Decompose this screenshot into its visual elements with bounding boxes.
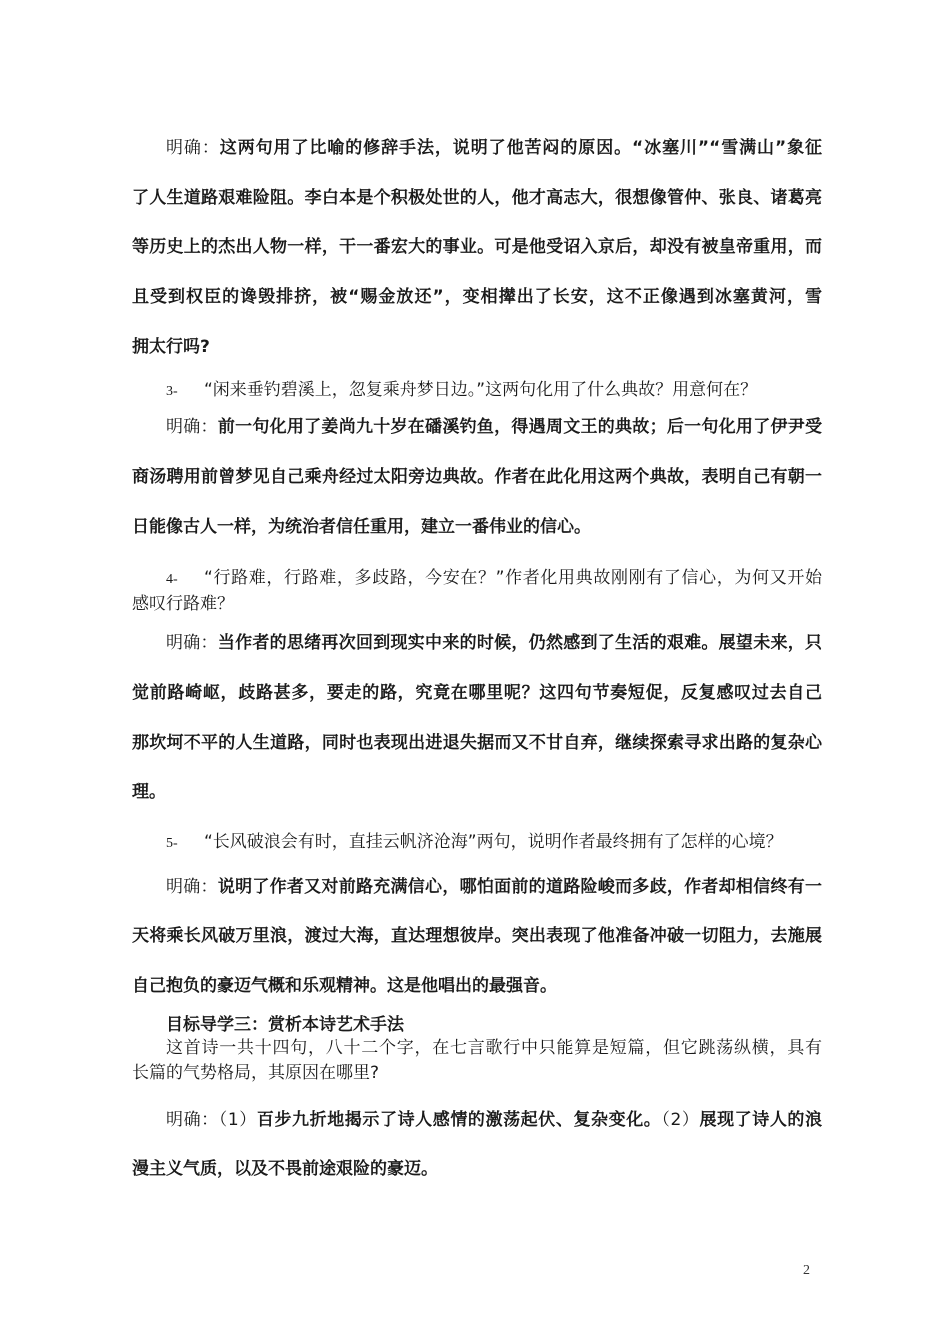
question-number: 3-	[166, 384, 178, 399]
answer-point-2-number: （2）	[661, 1110, 700, 1130]
question-4-line-2: 感叹行路难？	[132, 594, 234, 614]
answer-5-line-3: 自己抱负的豪迈气概和乐观精神。这是他唱出的最强音。	[132, 976, 557, 996]
section-question-line-2: 长篇的气势格局，其原因在哪里?	[132, 1063, 380, 1083]
answer-5-line-1	[166, 876, 822, 898]
question-text: “闲来垂钓碧溪上，忽复乘舟梦日边。”这两句化用了什么典故？用意何在？	[204, 380, 758, 400]
answer-text: 这两句用了比喻的修辞手法，说明了他苦闷的原因。“冰塞川”“雪满山”象征	[219, 138, 822, 158]
answer-3-line-1	[166, 416, 822, 438]
section-answer-line-2: 漫主义气质，以及不畏前途艰险的豪迈。	[132, 1159, 438, 1179]
question-text: “长风破浪会有时，直挂云帆济沧海”两句，说明作者最终拥有了怎样的心境？	[204, 832, 783, 852]
answer-text: 前一句化用了姜尚九十岁在磻溪钓鱼，得遇周文王的典故；后一句化用了伊尹受	[217, 417, 822, 437]
question-5	[166, 831, 822, 855]
answer-4-line-2: 觉前路崎岖，歧路甚多，要走的路，究竟在哪里呢？这四句节奏短促，反复感叹过去自己	[132, 683, 822, 703]
answer-text: 说明了作者又对前路充满信心，哪怕面前的道路险峻而多歧，作者却相信终有一	[217, 877, 822, 897]
question-text: “行路难，行路难，多歧路，今安在？”作者化用典故刚刚有了信心，为何又开始	[204, 568, 822, 588]
section-question-line-1: 这首诗一共十四句，八十二个字，在七言歌行中只能算是短篇，但它跳荡纵横，具有	[166, 1038, 822, 1058]
question-4-line-1	[166, 567, 822, 591]
answer-label: 明确：	[166, 417, 218, 437]
answer-point-1: 百步九折地揭示了诗人感情的激荡起伏、复杂变化。	[256, 1110, 662, 1130]
answer-2-line-2: 了人生道路艰难险阻。李白本是个积极处世的人，他才高志大，很想像管仲、张良、诸葛亮	[132, 188, 822, 208]
answer-5-line-2: 天将乘长风破万里浪，渡过大海，直达理想彼岸。突出表现了他准备冲破一切阻力，去施展	[132, 926, 822, 946]
answer-2-line-4: 且受到权臣的谗毁排挤，被“赐金放还”，变相撵出了长安，这不正像遇到冰塞黄河，雪	[132, 287, 822, 307]
answer-label: 明确：	[166, 877, 218, 897]
question-number: 4-	[166, 572, 178, 587]
answer-text: 当作者的思绪再次回到现实中来的时候，仍然感到了生活的艰难。展望未来，只	[217, 633, 822, 653]
question-number: 5-	[166, 836, 178, 851]
answer-2-line-3: 等历史上的杰出人物一样，干一番宏大的事业。可是他受诏入京后，却没有被皇帝重用，而	[132, 237, 822, 257]
answer-4-line-4: 理。	[132, 782, 166, 802]
answer-2-line-5: 拥太行吗?	[132, 337, 210, 357]
answer-4-line-3: 那坎坷不平的人生道路，同时也表现出进退失据而又不甘自弃，继续探索寻求出路的复杂心	[132, 733, 822, 753]
answer-3-line-3: 日能像古人一样，为统治者信任重用，建立一番伟业的信心。	[132, 517, 591, 537]
answer-label: 明确：	[166, 138, 220, 158]
answer-4-line-1	[166, 632, 822, 654]
answer-point-2: 展现了诗人的浪	[699, 1110, 822, 1130]
answer-3-line-2: 商汤聘用前曾梦见自己乘舟经过太阳旁边典故。作者在此化用这两个典故，表明自己有朝一	[132, 467, 822, 487]
answer-2-line-1	[166, 137, 822, 159]
section-heading: 目标导学三：赏析本诗艺术手法	[166, 1015, 404, 1035]
answer-point-1-number: （1）	[218, 1110, 257, 1130]
question-3	[166, 379, 822, 403]
page-number: 2	[803, 1263, 810, 1278]
section-answer-line-1	[166, 1109, 822, 1131]
answer-label: 明确：	[166, 633, 218, 653]
answer-label: 明确：	[166, 1110, 219, 1130]
